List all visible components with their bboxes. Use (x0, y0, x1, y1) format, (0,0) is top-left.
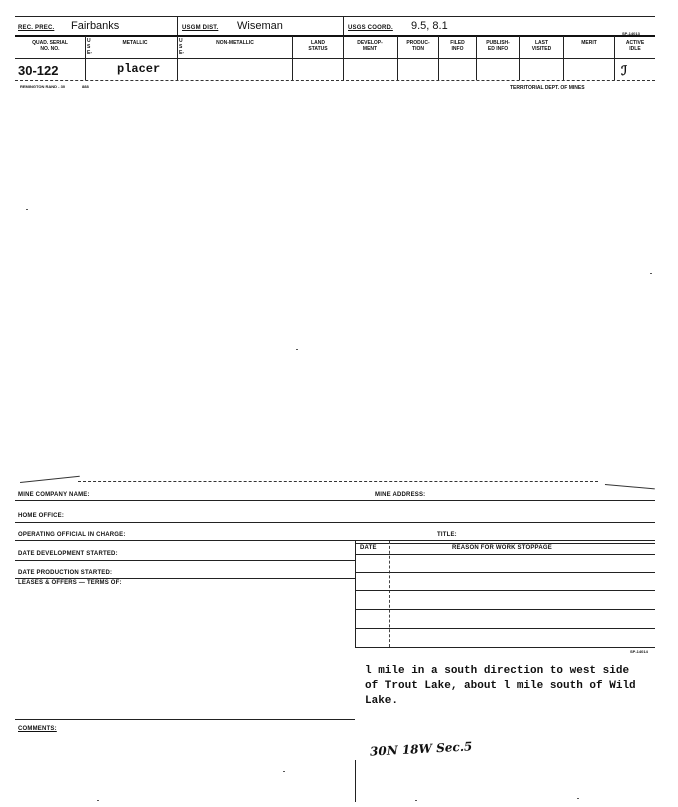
usgs-coord-value: 9.5, 8.1 (411, 20, 448, 32)
operating-official-label: OPERATING OFFICIAL IN CHARGE: (18, 532, 126, 538)
rec-prec-label: REC. PREC. (18, 25, 55, 31)
back-form-number: SP-14014 (630, 649, 648, 654)
date-development-label: DATE DEVELOPMENT STARTED: (18, 551, 118, 557)
usgs-coord-label: USGS COORD. (348, 25, 393, 31)
typed-location: l mile in a south direction to west side of Trout Lake, about l mile south of Wild Lake. (365, 665, 636, 707)
col-production: PRODUC- TION (406, 40, 430, 52)
col-non-metallic: NON-METALLIC (216, 40, 254, 46)
col-quad-serial: QUAD. SERIAL NO. NO. (32, 40, 68, 52)
top-form-number: SP-14013 (622, 31, 640, 36)
col-use-metallic: U S E- (87, 38, 92, 56)
col-land-status: LAND STATUS (308, 40, 328, 52)
handwritten-note: 30N 18W Sec.5 (369, 739, 473, 759)
col-merit: MERIT (581, 40, 597, 46)
mine-company-label: MINE COMPANY NAME: (18, 492, 90, 498)
col-development: DEVELOP- MENT (357, 40, 383, 52)
date-col-label: DATE (360, 545, 377, 551)
mine-address-label: MINE ADDRESS: (375, 492, 426, 498)
card-label: REMINGTON RAND - 30 (20, 84, 66, 89)
comments-label: COMMENTS: (18, 726, 57, 732)
col-use-nonmetallic: U S E- (179, 38, 184, 56)
col-filed-info: FILED INFO (450, 40, 465, 52)
home-office-label: HOME OFFICE: (18, 513, 65, 519)
col-metallic: METALLIC (122, 40, 148, 46)
active-idle-mark: ℐ (621, 63, 628, 78)
col-published-info: PUBLISH- ED INFO (486, 40, 510, 52)
usgm-dist-value: Wiseman (237, 20, 283, 32)
card-code: 888 (82, 84, 89, 89)
metallic-value: placer (117, 62, 161, 76)
col-last-visited: LAST VISITED (531, 40, 552, 52)
title-label: TITLE: (437, 532, 457, 538)
usgm-dist-label: USGM DIST. (182, 25, 219, 31)
rec-prec-value: Fairbanks (71, 20, 120, 32)
reason-col-label: REASON FOR WORK STOPPAGE (452, 545, 552, 551)
quad-serial-value: 30-122 (18, 63, 59, 78)
leases-label: LEASES & OFFERS — TERMS OF: (18, 580, 122, 586)
date-production-label: DATE PRODUCTION STARTED: (18, 570, 113, 576)
dept-label: TERRITORIAL DEPT. OF MINES (510, 85, 585, 91)
col-active-idle: ACTIVE IDLE (625, 40, 645, 52)
